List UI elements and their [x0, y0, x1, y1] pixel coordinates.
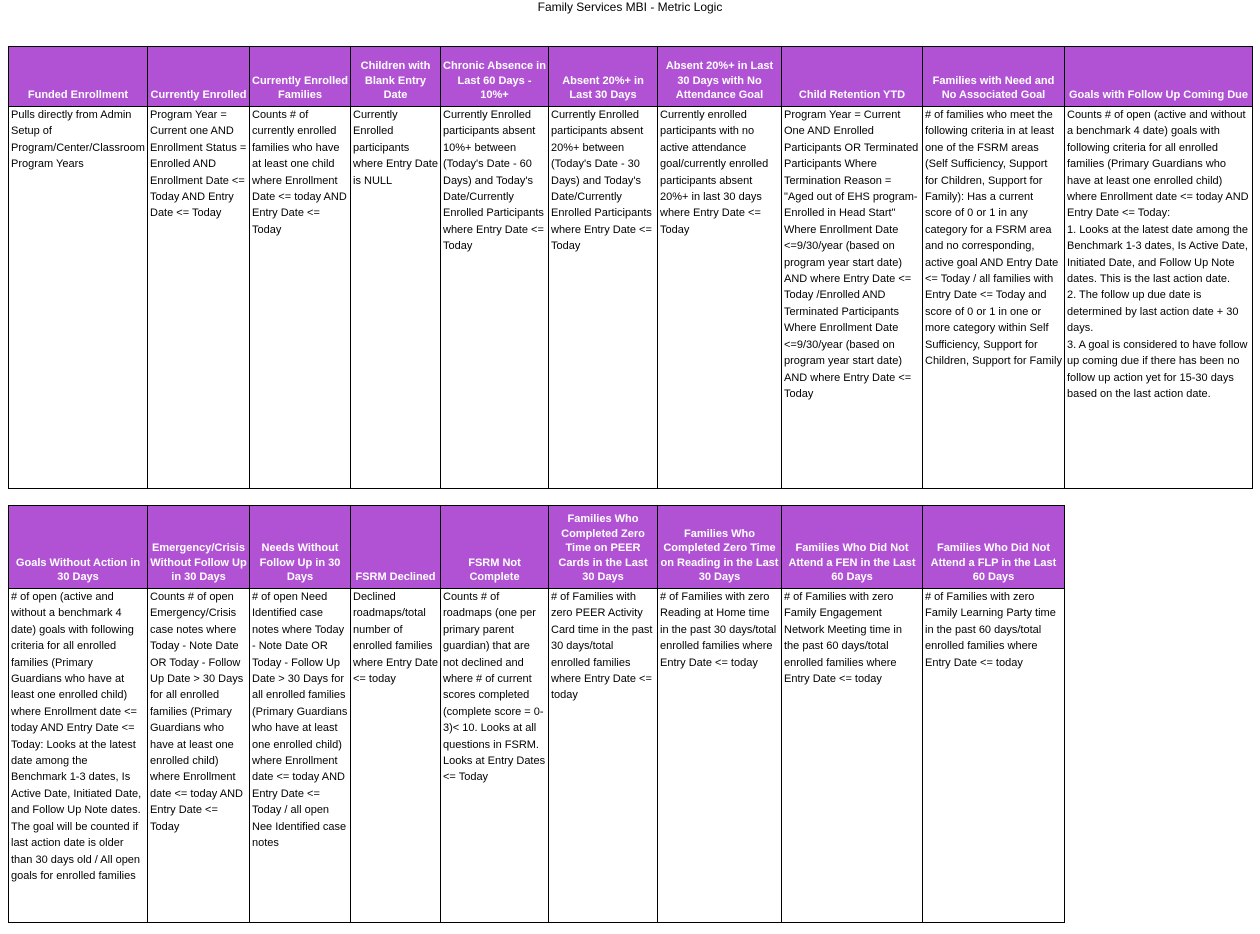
- column-header: Families with Need and No Associated Goal: [923, 47, 1065, 107]
- logic-cell: # of open Need Identified case notes where Today - Note Date OR Today - Follow Up Date > 30 Days for all enrolled families (Primary Guardians who have at least one enrolled child) where Enrollment date <= today AND Entry Date <= Today / all open Nee Identified case notes: [250, 589, 351, 923]
- logic-cell: Currently Enrolled participants absent 20%+ between (Today's Date - 30 Days) and Today's Date/Currently Enrolled Participants where Entry Date <= Today: [549, 107, 658, 489]
- logic-cell: Currently Enrolled participants where Entry Date is NULL: [351, 107, 441, 489]
- column-header: Funded Enrollment: [9, 47, 148, 107]
- logic-cell: # of open (active and without a benchmark 4 date) goals with following criteria for all enrolled families (Primary Guardians who have at least one enrolled child) where Enrollment date <= today AND Entry Date <= Today: Looks at the latest date among the Benchmark 1-3 dates, Is Active Date, Initiated Date, and Follow Up Note dates. The goal will be counted if last action date is older than 30 days old / All open goals for enrolled families: [9, 589, 148, 923]
- column-header: FSRM Declined: [351, 506, 441, 589]
- logic-cell: # of Families with zero Family Engagement Network Meeting time in the past 60 days/total enrolled families where Entry Date <= today: [782, 589, 923, 923]
- logic-cell: Counts # of open Emergency/Crisis case notes where Today - Note Date OR Today - Follow Up Date > 30 Days for all enrolled families (Primary Guardians who have at least one enrolled child) where Enrollment date <= today AND Entry Date <= Today: [148, 589, 250, 923]
- column-header: Families Who Completed Zero Time on PEER Cards in the Last 30 Days: [549, 506, 658, 589]
- column-header: Children with Blank Entry Date: [351, 47, 441, 107]
- column-header: FSRM Not Complete: [441, 506, 549, 589]
- column-header: Families Who Did Not Attend a FLP in the Last 60 Days: [923, 506, 1065, 589]
- column-header: Currently Enrolled: [148, 47, 250, 107]
- column-header: Needs Without Follow Up in 30 Days: [250, 506, 351, 589]
- logic-row: [9, 107, 1253, 489]
- document-title: Family Services MBI - Metric Logic: [537, 0, 723, 14]
- logic-cell: Counts # of roadmaps (one per primary parent guardian) that are not declined and where # of current scores completed (complete score = 0-3)< 10. Looks at all questions in FSRM. Looks at Entry Dates <= Today: [441, 589, 549, 923]
- column-header: Child Retention YTD: [782, 47, 923, 107]
- logic-row: [9, 589, 1065, 923]
- logic-cell: Program Year = Current One AND Enrolled Participants OR Terminated Participants Where Termination Reason = "Aged out of EHS program-Enrolled in Head Start" Where Enrollment Date <=9/30/year (based on program year start date) AND where Entry Date <= Today /Enrolled AND Terminated Participants Where Enrollment Date <=9/30/year (based on program year start date) AND where Entry Date <= Today: [782, 107, 923, 489]
- logic-cell: Counts # of open (active and without a benchmark 4 date) goals with following criteria for all enrolled families (Primary Guardians who have at least one enrolled child) where Enrollment date <= today AND Entry Date <= Today: 1. Looks at the latest date among the Benchmark 1-3 dates, Is Active Date, Initiated Date, and Follow Up Note dates. This is the last action date. 2. The follow up due date is determined by last action date + 30 days. 3. A goal is considered to have follow up coming due if there has been no follow up action yet for 15-30 days based on the last action date.: [1065, 107, 1253, 489]
- logic-cell: # of families who meet the following criteria in at least one of the FSRM areas (Self Sufficiency, Support for Children, Support for Family): Has a current score of 0 or 1 in any category for a FSRM area and no corresponding, active goal AND Entry Date <= Today / all families with Entry Date <= Today and score of 0 or 1 in one or more category within Self Sufficiency, Support for Children, Support for Family: [923, 107, 1065, 489]
- logic-cell: Counts # of currently enrolled families who have at least one child where Enrollment Date <= today AND Entry Date <= Today: [250, 107, 351, 489]
- metric-logic-table-bottom: [8, 505, 1065, 923]
- column-header: Goals with Follow Up Coming Due: [1065, 47, 1253, 107]
- metric-logic-table-top: [8, 46, 1253, 489]
- logic-cell: # of Families with zero Reading at Home time in the past 30 days/total enrolled families where Entry Date <= today: [658, 589, 782, 923]
- column-header: Families Who Did Not Attend a FEN in the Last 60 Days: [782, 506, 923, 589]
- column-header: Goals Without Action in 30 Days: [9, 506, 148, 589]
- header-row: [9, 506, 1065, 589]
- column-header: Emergency/Crisis Without Follow Up in 30 Days: [148, 506, 250, 589]
- column-header: Currently Enrolled Families: [250, 47, 351, 107]
- column-header: Absent 20%+ in Last 30 Days: [549, 47, 658, 107]
- logic-cell: Declined roadmaps/total number of enrolled families where Entry Date <= today: [351, 589, 441, 923]
- header-row: [9, 47, 1253, 107]
- logic-cell: Pulls directly from Admin Setup of Program/Center/Classroom Program Years: [9, 107, 148, 489]
- logic-cell: # of Families with zero Family Learning Party time in the past 60 days/total enrolled families where Entry Date <= today: [923, 589, 1065, 923]
- logic-cell: # of Families with zero PEER Activity Card time in the past 30 days/total enrolled families where Entry Date <= today: [549, 589, 658, 923]
- logic-cell: Program Year = Current one AND Enrollment Status = Enrolled AND Enrollment Date <= Today AND Entry Date <= Today: [148, 107, 250, 489]
- logic-cell: Currently enrolled participants with no active attendance goal/currently enrolled participants absent 20%+ in last 30 days where Entry Date <= Today: [658, 107, 782, 489]
- column-header: Families Who Completed Zero Time on Reading in the Last 30 Days: [658, 506, 782, 589]
- column-header: Chronic Absence in Last 60 Days - 10%+: [441, 47, 549, 107]
- column-header: Absent 20%+ in Last 30 Days with No Attendance Goal: [658, 47, 782, 107]
- logic-cell: Currently Enrolled participants absent 10%+ between (Today's Date - 60 Days) and Today's Date/Currently Enrolled Participants where Entry Date <= Today: [441, 107, 549, 489]
